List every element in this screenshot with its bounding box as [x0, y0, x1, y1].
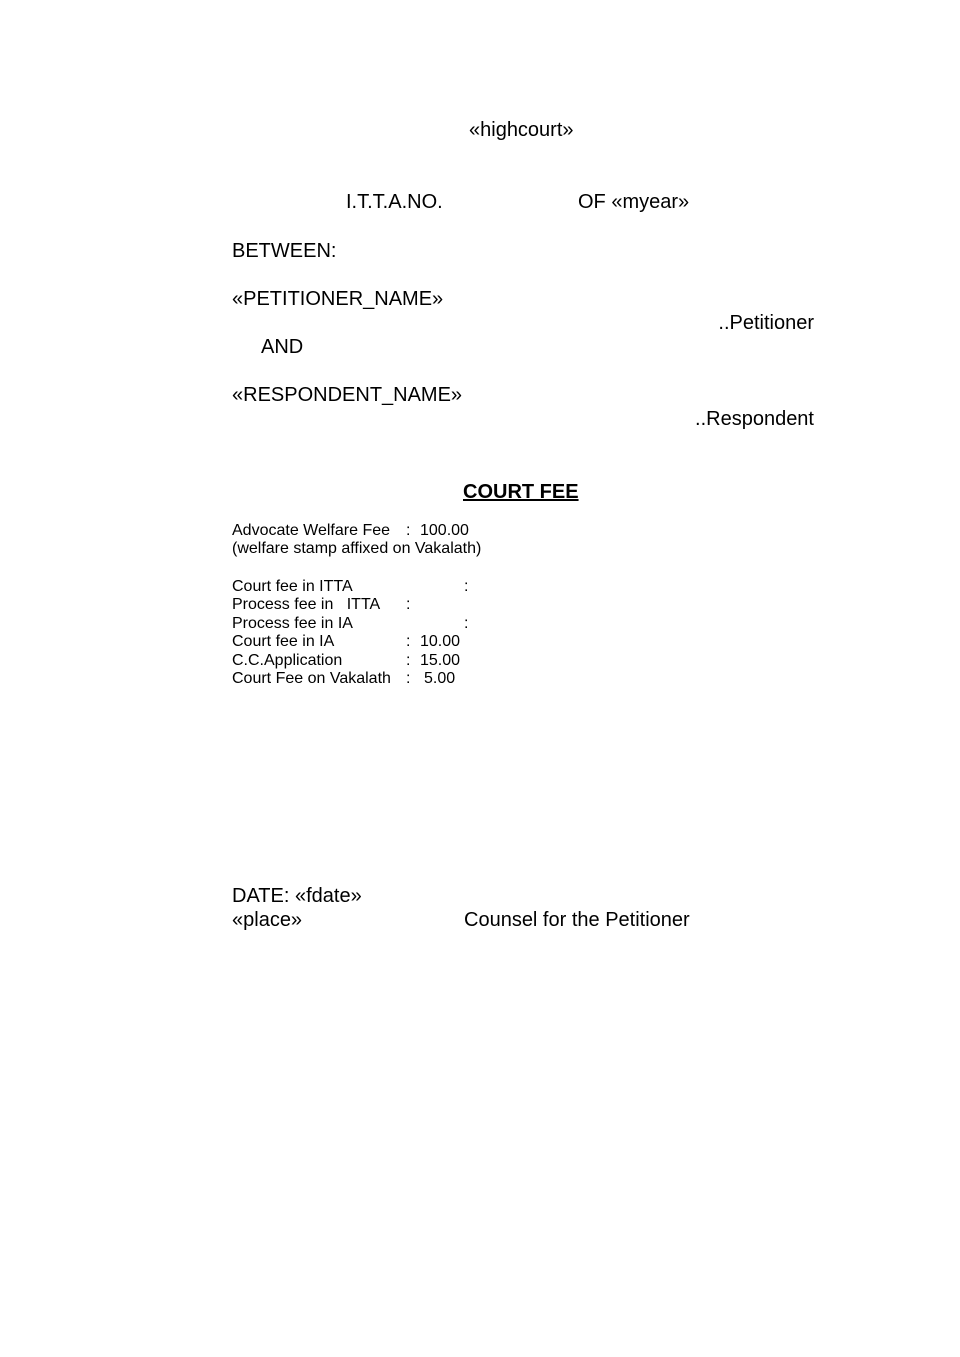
- and-label: AND: [261, 336, 304, 358]
- fee-row-separator: :: [406, 670, 411, 687]
- welfare-fee-label: Advocate Welfare Fee: [232, 522, 391, 539]
- case-year-label: OF «myear»: [578, 191, 690, 213]
- respondent-role: ..Respondent: [695, 408, 814, 430]
- welfare-fee-note: (welfare stamp affixed on Vakalath): [232, 540, 482, 557]
- fee-row-label: Court Fee on Vakalath: [232, 670, 391, 687]
- date-line: DATE: «fdate»: [232, 885, 362, 907]
- fee-row-separator: :: [464, 578, 469, 595]
- counsel-signature-line: Counsel for the Petitioner: [464, 909, 690, 931]
- petitioner-role: ..Petitioner: [718, 312, 814, 334]
- fee-row-separator: :: [406, 633, 411, 650]
- fee-row-separator: :: [406, 652, 411, 669]
- case-number-label: I.T.T.A.NO.: [346, 191, 443, 213]
- fee-row-label: C.C.Application: [232, 652, 343, 669]
- fee-row-separator: :: [406, 596, 411, 613]
- fee-row-separator: :: [464, 615, 469, 632]
- respondent-name: «RESPONDENT_NAME»: [232, 384, 463, 406]
- fee-row-label: Court fee in ITTA: [232, 578, 353, 595]
- fee-row-value: 10.00: [420, 633, 461, 650]
- fee-row-label: Court fee in IA: [232, 633, 335, 650]
- fee-row-value: 5.00: [424, 670, 456, 687]
- place-line: «place»: [232, 909, 303, 931]
- court-name: «highcourt»: [469, 119, 574, 141]
- fee-row-label: Process fee in IA: [232, 615, 353, 632]
- welfare-fee-separator: :: [406, 522, 411, 539]
- petitioner-name: «PETITIONER_NAME»: [232, 288, 444, 310]
- welfare-fee-value: 100.00: [420, 522, 469, 539]
- fee-row-label: Process fee in ITTA: [232, 596, 381, 613]
- between-label: BETWEEN:: [232, 240, 337, 262]
- fee-row-value: 15.00: [420, 652, 461, 669]
- court-fee-heading: COURT FEE: [463, 481, 579, 503]
